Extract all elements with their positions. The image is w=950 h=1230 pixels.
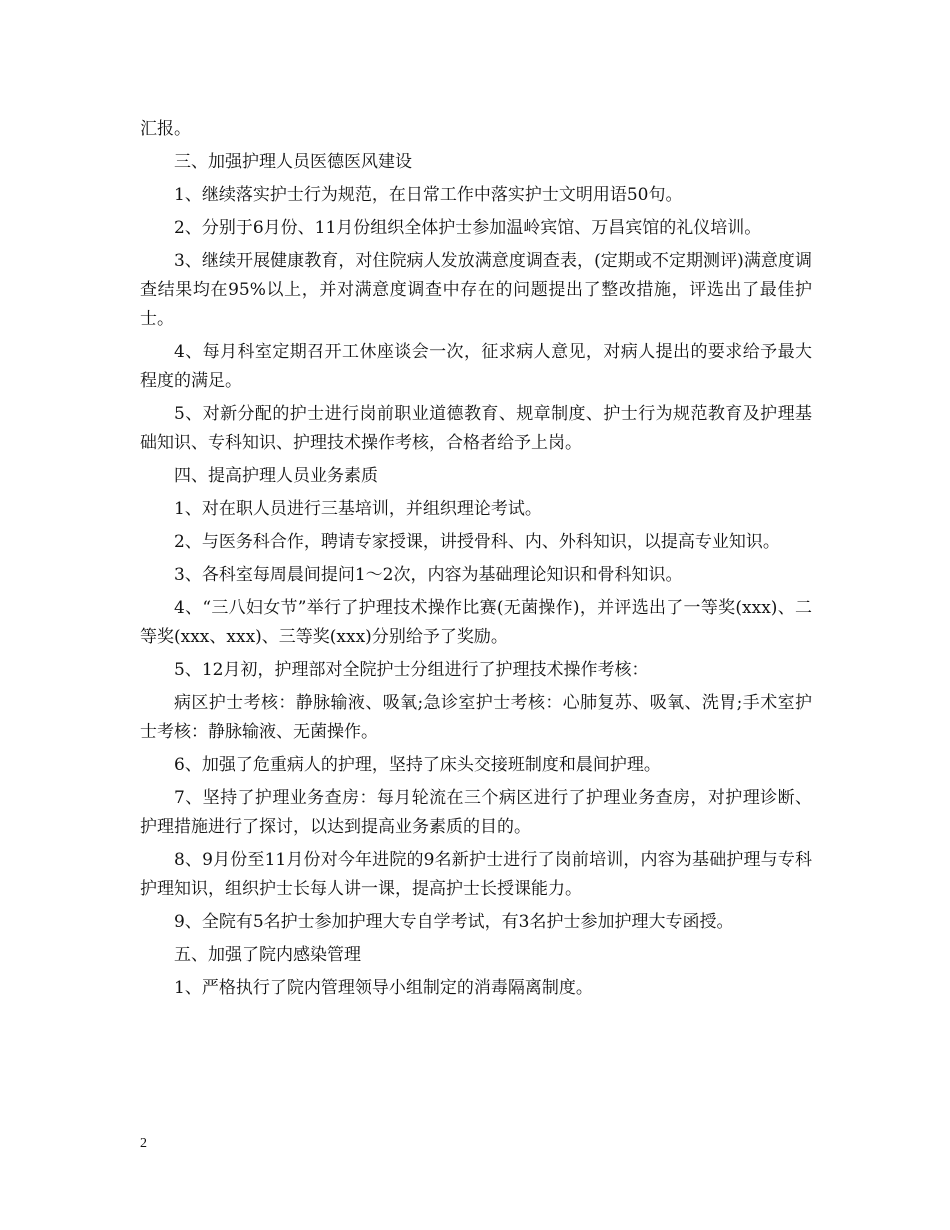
paragraph: 1、严格执行了院内管理领导小组制定的消毒隔离制度。 [174, 978, 593, 998]
paragraph: 4、每月科室定期召开工休座谈会一次，征求病人意见，对病人提出的要求给予最大程度的满足。 [140, 342, 812, 391]
paragraph: 5、12月初，护理部对全院护士分组进行了护理技术操作考核： [174, 660, 649, 680]
paragraph: 8、9月份至11月份对今年进院的9名新护士进行了岗前培训，内容为基础护理与专科护理知识，组织护士长每人讲一课，提高护士长授课能力。 [140, 850, 812, 899]
paragraph: 5、对新分配的护士进行岗前职业道德教育、规章制度、护士行为规范教育及护理基础知识、专科知识、护理技术操作考核，合格者给予上岗。 [140, 404, 812, 453]
page-number: 2 [140, 1136, 147, 1151]
paragraph: 9、全院有5名护士参加护理大专自学考试，有3名护士参加护理大专函授。 [174, 912, 734, 932]
paragraph: 2、分别于6月份、11月份组织全体护士参加温岭宾馆、万昌宾馆的礼仪培训。 [174, 218, 762, 238]
section-heading-4: 四、提高护理人员业务素质 [174, 466, 378, 486]
paragraph-continuation: 汇报。 [140, 119, 191, 139]
paragraph: 病区护士考核：静脉输液、吸氧;急诊室护士考核：心肺复苏、吸氧、洗胃;手术室护士考核：静脉输液、无菌操作。 [140, 693, 812, 742]
paragraph: 1、继续落实护士行为规范，在日常工作中落实护士文明用语50句。 [174, 185, 683, 205]
paragraph: 4、“三八妇女节”举行了护理技术操作比赛(无菌操作)，并评选出了一等奖(xxx)、二等奖(xxx、xxx)、三等奖(xxx)分别给予了奖励。 [140, 598, 812, 647]
paragraph: 3、继续开展健康教育，对住院病人发放满意度调查表，(定期或不定期测评)满意度调查结果均在95%以上，并对满意度调查中存在的问题提出了整改措施，评选出了最佳护士。 [140, 251, 812, 329]
paragraph: 7、坚持了护理业务查房：每月轮流在三个病区进行了护理业务查房，对护理诊断、护理措施进行了探讨，以达到提高业务素质的目的。 [140, 788, 812, 837]
paragraph: 6、加强了危重病人的护理，坚持了床头交接班制度和晨间护理。 [174, 755, 661, 775]
document-body [140, 115, 812, 1007]
section-heading-3: 三、加强护理人员医德医风建设 [174, 152, 412, 172]
paragraph: 3、各科室每周晨间提问1～2次，内容为基础理论知识和骨科知识。 [174, 565, 683, 585]
paragraph: 2、与医务科合作，聘请专家授课，讲授骨科、内、外科知识，以提高专业知识。 [174, 532, 780, 552]
section-heading-5: 五、加强了院内感染管理 [174, 945, 361, 965]
paragraph: 1、对在职人员进行三基培训，并组织理论考试。 [174, 499, 542, 519]
